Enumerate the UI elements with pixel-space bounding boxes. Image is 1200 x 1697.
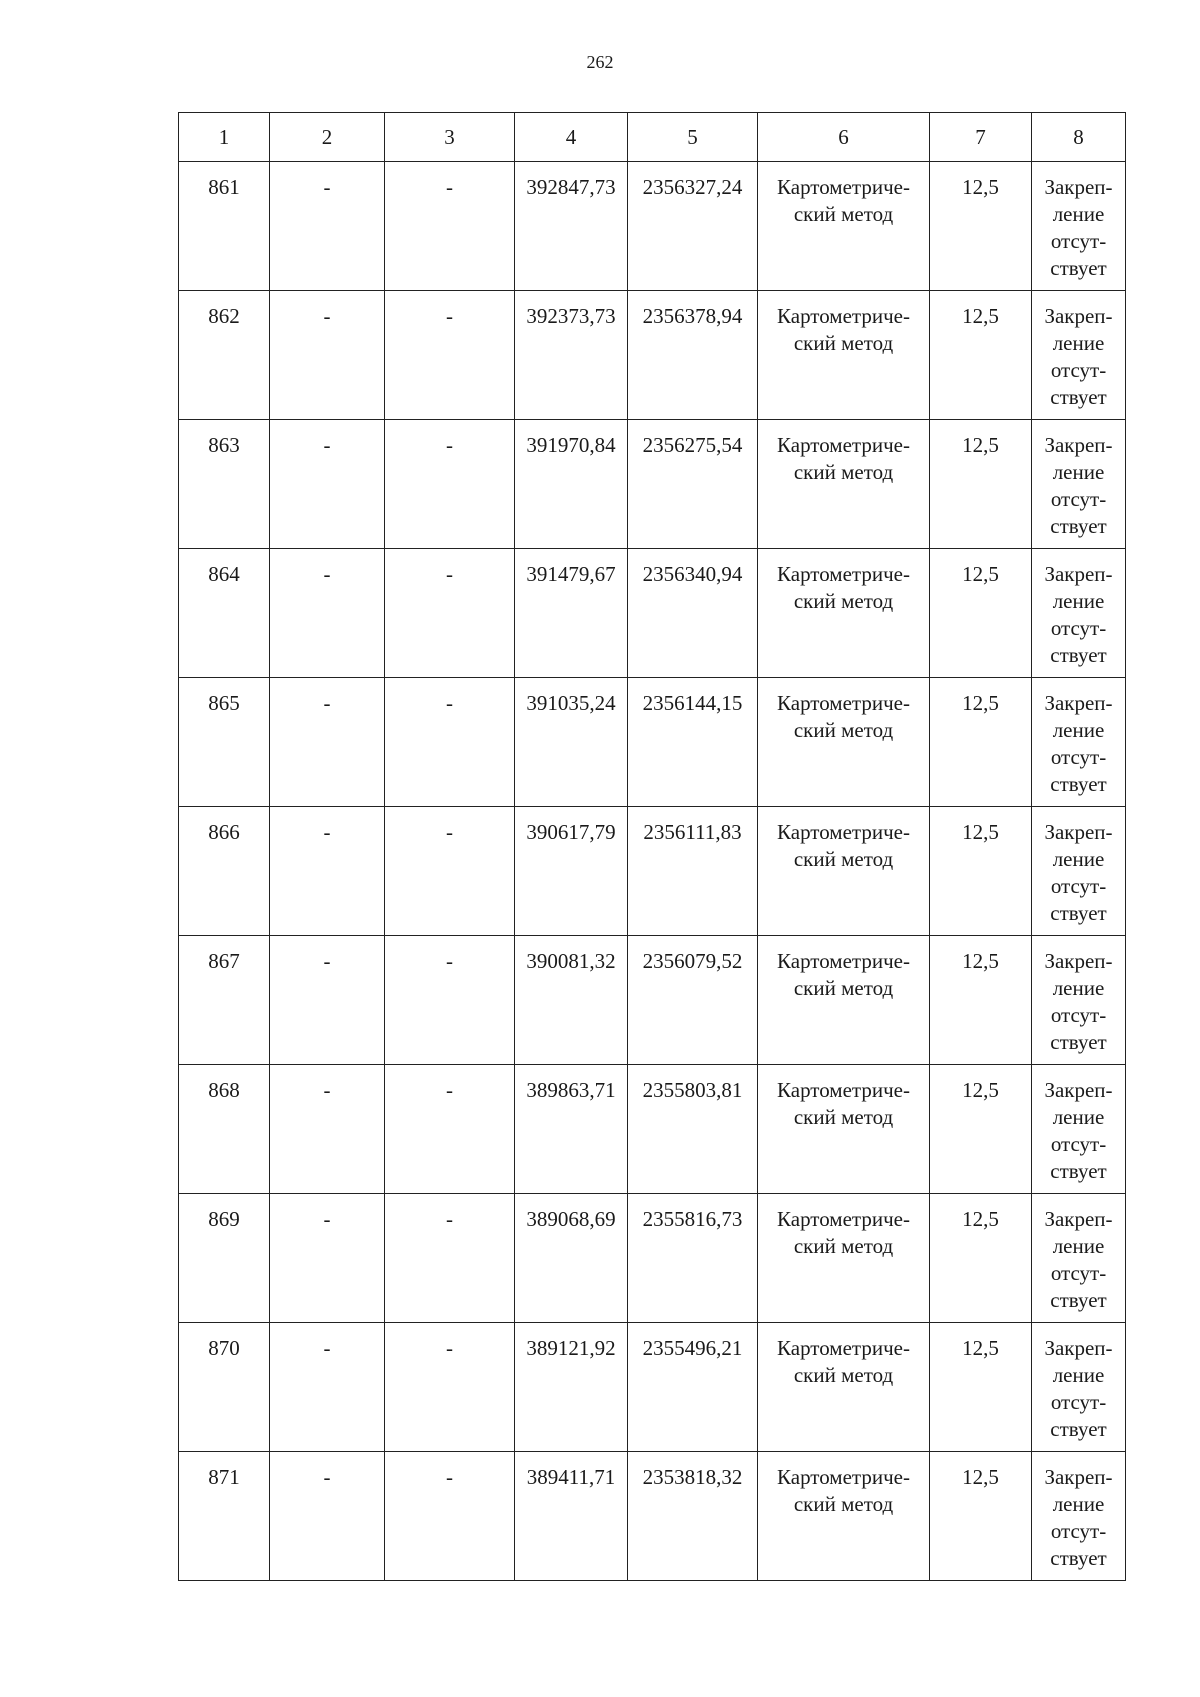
cell-text: Закреп-ление отсут-ствует [1044, 691, 1113, 796]
y-coordinate-cell [628, 291, 758, 420]
cell-text: - [323, 1078, 331, 1102]
col3-cell [385, 807, 515, 936]
accuracy-cell [930, 807, 1032, 936]
point-number-cell [179, 807, 270, 936]
cell-text: - [446, 820, 453, 844]
coordinates-table [178, 112, 1126, 1581]
cell-text: 865 [208, 691, 240, 715]
cell-text: 391035,24 [526, 691, 616, 715]
point-number-cell [179, 420, 270, 549]
cell-text: 390617,79 [526, 820, 616, 844]
column-header: 5 [628, 113, 758, 162]
cell-text: 868 [208, 1078, 240, 1102]
point-number-cell [179, 1452, 270, 1581]
method-cell [758, 291, 930, 420]
cell-text: Закреп-ление отсут-ствует [1044, 433, 1113, 538]
cell-text: Картометриче-ский метод [777, 562, 910, 613]
col3-cell [385, 291, 515, 420]
x-coordinate-cell [515, 162, 628, 291]
cell-text: Картометриче-ский метод [777, 433, 910, 484]
fixation-cell [1032, 420, 1126, 549]
column-header: 8 [1032, 113, 1126, 162]
cell-text: Картометриче-ский метод [777, 175, 910, 226]
col2-cell [270, 162, 385, 291]
cell-text: 864 [208, 562, 240, 586]
cell-text: Закреп-ление отсут-ствует [1044, 820, 1113, 925]
x-coordinate-cell [515, 678, 628, 807]
cell-text: 12,5 [962, 175, 999, 199]
x-coordinate-cell [515, 1323, 628, 1452]
y-coordinate-cell [628, 1323, 758, 1452]
cell-text: - [323, 820, 331, 844]
cell-text: 866 [208, 820, 240, 844]
cell-text: 863 [208, 433, 240, 457]
cell-text: 867 [208, 949, 240, 973]
cell-text: 389121,92 [526, 1336, 616, 1360]
table-row [179, 807, 1126, 936]
accuracy-cell [930, 549, 1032, 678]
col2-cell [270, 807, 385, 936]
cell-text: 2356079,52 [642, 949, 743, 973]
cell-text: Закреп-ление отсут-ствует [1044, 1336, 1113, 1441]
cell-text: 391970,84 [526, 433, 616, 457]
col3-cell [385, 936, 515, 1065]
point-number-cell [179, 1065, 270, 1194]
x-coordinate-cell [515, 1194, 628, 1323]
cell-text: - [323, 949, 331, 973]
cell-text: 861 [208, 175, 240, 199]
column-header: 3 [385, 113, 515, 162]
cell-text: 2355816,73 [642, 1207, 743, 1231]
method-cell [758, 420, 930, 549]
fixation-cell [1032, 1194, 1126, 1323]
fixation-cell [1032, 1452, 1126, 1581]
point-number-cell [179, 1194, 270, 1323]
x-coordinate-cell [515, 549, 628, 678]
fixation-cell [1032, 162, 1126, 291]
y-coordinate-cell [628, 162, 758, 291]
table-row [179, 420, 1126, 549]
cell-text: 862 [208, 304, 240, 328]
cell-text: - [323, 1465, 331, 1489]
method-cell [758, 678, 930, 807]
cell-text: Закреп-ление отсут-ствует [1044, 1207, 1113, 1312]
cell-text: - [446, 1465, 453, 1489]
cell-text: - [323, 175, 331, 199]
cell-text: 12,5 [962, 304, 999, 328]
method-cell [758, 936, 930, 1065]
cell-text: 392847,73 [526, 175, 616, 199]
cell-text: 2356275,54 [642, 433, 743, 457]
x-coordinate-cell [515, 1452, 628, 1581]
cell-text: - [446, 562, 453, 586]
col3-cell [385, 1065, 515, 1194]
cell-text: 12,5 [962, 949, 999, 973]
table-row [179, 1065, 1126, 1194]
table-row [179, 1323, 1126, 1452]
cell-text: - [323, 562, 331, 586]
cell-text: Картометриче-ский метод [777, 1336, 910, 1387]
cell-text: 389863,71 [526, 1078, 616, 1102]
accuracy-cell [930, 162, 1032, 291]
x-coordinate-cell [515, 936, 628, 1065]
cell-text: - [323, 691, 331, 715]
table-row [179, 549, 1126, 678]
method-cell [758, 1194, 930, 1323]
column-header: 4 [515, 113, 628, 162]
method-cell [758, 1065, 930, 1194]
cell-text: Закреп-ление отсут-ствует [1044, 1465, 1113, 1570]
accuracy-cell [930, 420, 1032, 549]
cell-text: 12,5 [962, 1078, 999, 1102]
col2-cell [270, 420, 385, 549]
fixation-cell [1032, 807, 1126, 936]
accuracy-cell [930, 678, 1032, 807]
cell-text: 390081,32 [526, 949, 616, 973]
col2-cell [270, 291, 385, 420]
cell-text: - [446, 691, 453, 715]
fixation-cell [1032, 678, 1126, 807]
cell-text: 2356378,94 [642, 304, 743, 328]
accuracy-cell [930, 1065, 1032, 1194]
cell-text: 2355496,21 [642, 1336, 743, 1360]
cell-text: - [446, 1336, 453, 1360]
cell-text: Картометриче-ский метод [777, 1465, 910, 1516]
col3-cell [385, 549, 515, 678]
cell-text: 2356144,15 [642, 691, 743, 715]
col3-cell [385, 1323, 515, 1452]
x-coordinate-cell [515, 1065, 628, 1194]
cell-text: - [446, 949, 453, 973]
cell-text: 12,5 [962, 562, 999, 586]
table-row [179, 291, 1126, 420]
page-number: 262 [586, 52, 614, 72]
cell-text: Картометриче-ский метод [777, 304, 910, 355]
accuracy-cell [930, 291, 1032, 420]
accuracy-cell [930, 1452, 1032, 1581]
cell-text: 2356111,83 [643, 820, 742, 844]
point-number-cell [179, 549, 270, 678]
cell-text: 392373,73 [526, 304, 616, 328]
y-coordinate-cell [628, 1452, 758, 1581]
table-body [179, 162, 1126, 1581]
y-coordinate-cell [628, 1194, 758, 1323]
cell-text: Картометриче-ский метод [777, 1207, 910, 1258]
method-cell [758, 162, 930, 291]
point-number-cell [179, 291, 270, 420]
point-number-cell [179, 678, 270, 807]
cell-text: Закреп-ление отсут-ствует [1044, 949, 1113, 1054]
cell-text: 2355803,81 [642, 1078, 743, 1102]
cell-text: - [323, 1336, 331, 1360]
col2-cell [270, 1452, 385, 1581]
fixation-cell [1032, 291, 1126, 420]
col3-cell [385, 162, 515, 291]
cell-text: 12,5 [962, 691, 999, 715]
cell-text: 870 [208, 1336, 240, 1360]
y-coordinate-cell [628, 1065, 758, 1194]
col3-cell [385, 1194, 515, 1323]
cell-text: - [323, 1207, 331, 1231]
col2-cell [270, 1323, 385, 1452]
fixation-cell [1032, 1065, 1126, 1194]
y-coordinate-cell [628, 678, 758, 807]
y-coordinate-cell [628, 936, 758, 1065]
cell-text: 2356327,24 [642, 175, 743, 199]
cell-text: 2353818,32 [642, 1465, 743, 1489]
fixation-cell [1032, 1323, 1126, 1452]
column-header: 6 [758, 113, 930, 162]
fixation-cell [1032, 936, 1126, 1065]
col2-cell [270, 936, 385, 1065]
x-coordinate-cell [515, 291, 628, 420]
accuracy-cell [930, 936, 1032, 1065]
cell-text: 12,5 [962, 1465, 999, 1489]
column-header: 2 [270, 113, 385, 162]
cell-text: 12,5 [962, 820, 999, 844]
cell-text: 389068,69 [526, 1207, 616, 1231]
cell-text: 12,5 [962, 1207, 999, 1231]
col2-cell [270, 1065, 385, 1194]
table-row [179, 936, 1126, 1065]
table-row [179, 1194, 1126, 1323]
table-header-row [179, 113, 1126, 162]
cell-text: - [446, 1207, 453, 1231]
cell-text: 12,5 [962, 1336, 999, 1360]
point-number-cell [179, 162, 270, 291]
cell-text: Картометриче-ский метод [777, 820, 910, 871]
table-row [179, 162, 1126, 291]
x-coordinate-cell [515, 807, 628, 936]
table-row [179, 678, 1126, 807]
fixation-cell [1032, 549, 1126, 678]
cell-text: Закреп-ление отсут-ствует [1044, 1078, 1113, 1183]
method-cell [758, 1323, 930, 1452]
method-cell [758, 1452, 930, 1581]
cell-text: Закреп-ление отсут-ствует [1044, 562, 1113, 667]
cell-text: Закреп-ление отсут-ствует [1044, 304, 1113, 409]
point-number-cell [179, 1323, 270, 1452]
table-row [179, 1452, 1126, 1581]
x-coordinate-cell [515, 420, 628, 549]
method-cell [758, 549, 930, 678]
col2-cell [270, 1194, 385, 1323]
column-header: 7 [930, 113, 1032, 162]
cell-text: 12,5 [962, 433, 999, 457]
y-coordinate-cell [628, 420, 758, 549]
cell-text: - [323, 433, 331, 457]
accuracy-cell [930, 1323, 1032, 1452]
col2-cell [270, 549, 385, 678]
cell-text: - [446, 175, 453, 199]
cell-text: 871 [208, 1465, 240, 1489]
cell-text: - [446, 304, 453, 328]
cell-text: 391479,67 [526, 562, 616, 586]
cell-text: Картометриче-ский метод [777, 1078, 910, 1129]
cell-text: Закреп-ление отсут-ствует [1044, 175, 1113, 280]
cell-text: Картометриче-ский метод [777, 691, 910, 742]
cell-text: 2356340,94 [642, 562, 743, 586]
col3-cell [385, 420, 515, 549]
method-cell [758, 807, 930, 936]
col3-cell [385, 678, 515, 807]
accuracy-cell [930, 1194, 1032, 1323]
col3-cell [385, 1452, 515, 1581]
y-coordinate-cell [628, 807, 758, 936]
column-header: 1 [179, 113, 270, 162]
col2-cell [270, 678, 385, 807]
cell-text: - [446, 433, 453, 457]
y-coordinate-cell [628, 549, 758, 678]
cell-text: Картометриче-ский метод [777, 949, 910, 1000]
cell-text: 389411,71 [526, 1465, 616, 1489]
point-number-cell [179, 936, 270, 1065]
cell-text: 869 [208, 1207, 240, 1231]
cell-text: - [446, 1078, 453, 1102]
cell-text: - [323, 304, 331, 328]
